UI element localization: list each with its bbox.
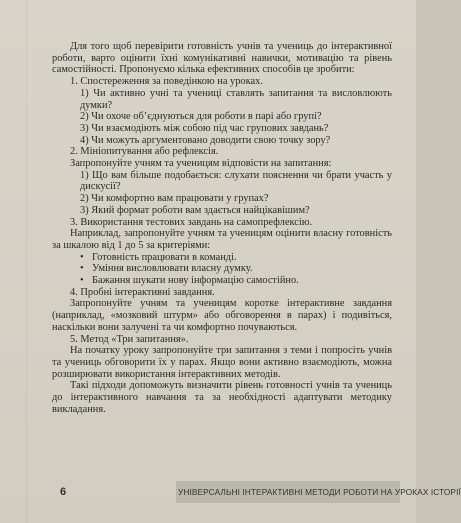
- criteria-item-label: Уміння висловлювати власну думку.: [92, 263, 253, 275]
- method-2-question-1: 1) Що вам більше подобається: слухати пояснення чи брати участь у дискусії?: [80, 169, 392, 193]
- intro-paragraph: Для того щоб перевірити готовність учнів та учениць до інтерактивної роботи, варто оцінити їхні комунікативні навички, мотивацію та рівень самостійності. Пропонуємо кілька ефективних способів це зробити:: [52, 41, 392, 76]
- page-body: [52, 41, 392, 416]
- criteria-item: [52, 252, 392, 264]
- method-2-instruction: Запропонуйте учням та ученицям відповісти на запитання:: [70, 158, 332, 170]
- method-1-question-3: 3) Чи взаємодіють між собою під час групових завдань?: [80, 122, 329, 134]
- bullet-icon: •: [80, 275, 84, 287]
- method-4-heading: 4. Пробні інтерактивні завдання.: [70, 286, 215, 298]
- method-3-heading: 3. Використання тестових завдань на самопрефлексію.: [70, 216, 313, 228]
- method-4-description: Запропонуйте учням та ученицям коротке інтерактивне завдання (наприклад, «мозковий штурм» або обговорення в парах) і подивіться, наскільки вони залучені та чи комфортно почуваються.: [52, 298, 392, 333]
- conclusion-paragraph: Такі підходи допоможуть визначити рівень готовності учнів та учениць до інтерактивного навчання та за необхідності адаптувати методику викладання.: [52, 380, 392, 415]
- method-5-heading: 5. Метод «Три запитання».: [70, 333, 189, 345]
- page-footer: [0, 481, 461, 503]
- page-fold-shadow: [26, 0, 27, 523]
- method-5-description: На початку уроку запропонуйте три запитання з теми і попросіть учнів та учениць обговорити їх у парах. Якщо вони активно взаємодіють, можна розширювати використання інтерактивних методів.: [52, 345, 392, 380]
- criteria-item: [52, 263, 392, 275]
- page-number: 6: [60, 486, 67, 498]
- bullet-icon: •: [80, 251, 84, 263]
- method-2-question-3: 3) Який формат роботи вам здається найцікавішим?: [80, 204, 310, 216]
- bullet-icon: •: [80, 263, 84, 275]
- criteria-item-label: Готовність працювати в команді.: [92, 251, 237, 263]
- method-2-heading: 2. Мініопитування або рефлексія.: [70, 146, 219, 158]
- criteria-item: [52, 275, 392, 287]
- method-1-heading: 1. Спостереження за поведінкою на уроках.: [70, 76, 263, 88]
- method-2-question-2: 2) Чи комфортно вам працювати у групах?: [80, 193, 269, 205]
- criteria-item-label: Бажання шукати нову інформацію самостійно.: [92, 275, 299, 287]
- method-1-question-4: 4) Чи можуть аргументовано доводити свою точку зору?: [80, 134, 331, 146]
- method-3-example: Наприклад, запропонуйте учням та ученицям оцінити власну готовність за шкалою від 1 до 5 за критеріями:: [52, 228, 392, 251]
- method-1-question-2: 2) Чи охоче об’єднуються для роботи в парі або групі?: [80, 111, 322, 123]
- method-1-question-1: 1) Чи активно учні та учениці ставлять запитання та висловлюють думки?: [80, 87, 392, 111]
- running-title: УНІВЕРСАЛЬНІ ІНТЕРАКТИВНІ МЕТОДИ РОБОТИ НА УРОКАХ ІСТОРІЇ: [178, 487, 461, 497]
